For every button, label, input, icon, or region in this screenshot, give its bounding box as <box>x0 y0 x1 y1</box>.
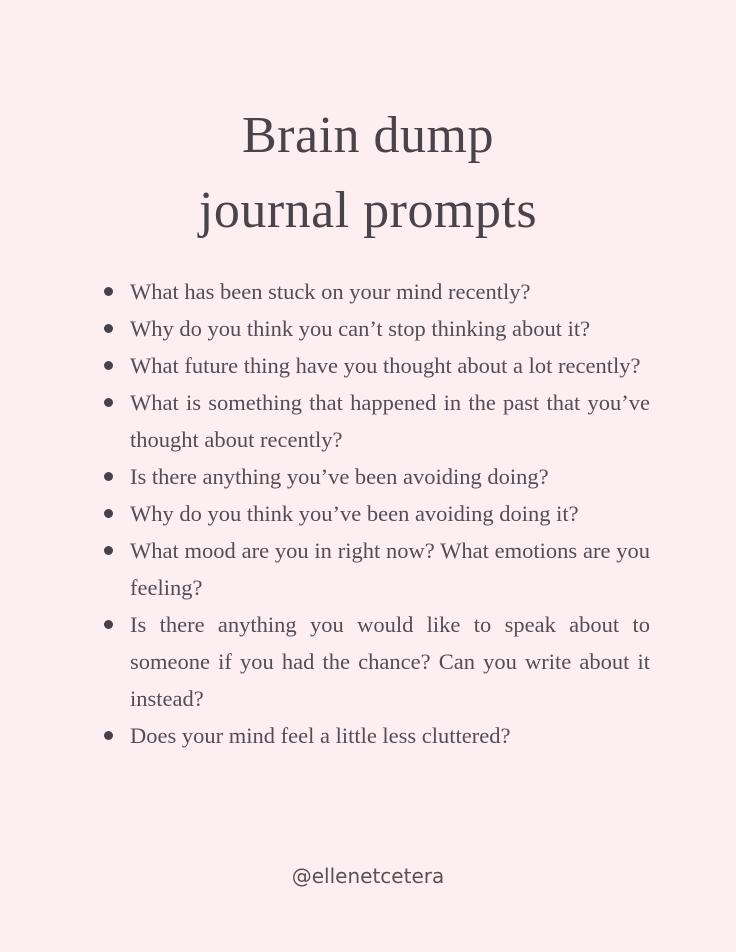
prompt-text: What is something that happened in the past that you’ve thought about recently? <box>130 390 650 452</box>
bullet-icon <box>104 546 113 555</box>
prompt-text: Is there anything you would like to speak about to someone if you had the chance? Can you write about it instead? <box>130 612 650 711</box>
bullet-icon <box>104 731 113 740</box>
title-line-1: Brain dump <box>242 107 494 164</box>
prompt-text: What mood are you in right now? What emotions are you feeling? <box>130 538 650 600</box>
prompt-text: Is there anything you’ve been avoiding doing? <box>130 464 549 489</box>
prompt-item <box>130 384 650 458</box>
bullet-icon <box>104 324 113 333</box>
title-line-2: journal prompts <box>198 182 538 239</box>
prompt-list <box>130 273 650 754</box>
bullet-icon <box>104 509 113 518</box>
bullet-icon <box>104 361 113 370</box>
prompt-item <box>130 532 650 606</box>
prompt-item <box>130 458 650 495</box>
prompt-text: What has been stuck on your mind recently? <box>130 279 531 304</box>
prompt-text: Does your mind feel a little less cluttered? <box>130 723 511 748</box>
prompt-text: Why do you think you’ve been avoiding doing it? <box>130 501 579 526</box>
prompt-item <box>130 495 650 532</box>
prompt-item <box>130 310 650 347</box>
page-title <box>0 98 736 248</box>
prompt-item <box>130 273 650 310</box>
bullet-icon <box>104 472 113 481</box>
prompt-item <box>130 717 650 754</box>
prompt-text: Why do you think you can’t stop thinking about it? <box>130 316 591 341</box>
bullet-icon <box>104 398 113 407</box>
prompt-item <box>130 606 650 717</box>
prompt-text: What future thing have you thought about a lot recently? <box>130 353 641 378</box>
bullet-icon <box>104 287 113 296</box>
bullet-icon <box>104 620 113 629</box>
prompt-item <box>130 347 650 384</box>
footer-handle: @ellenetcetera <box>291 864 445 888</box>
